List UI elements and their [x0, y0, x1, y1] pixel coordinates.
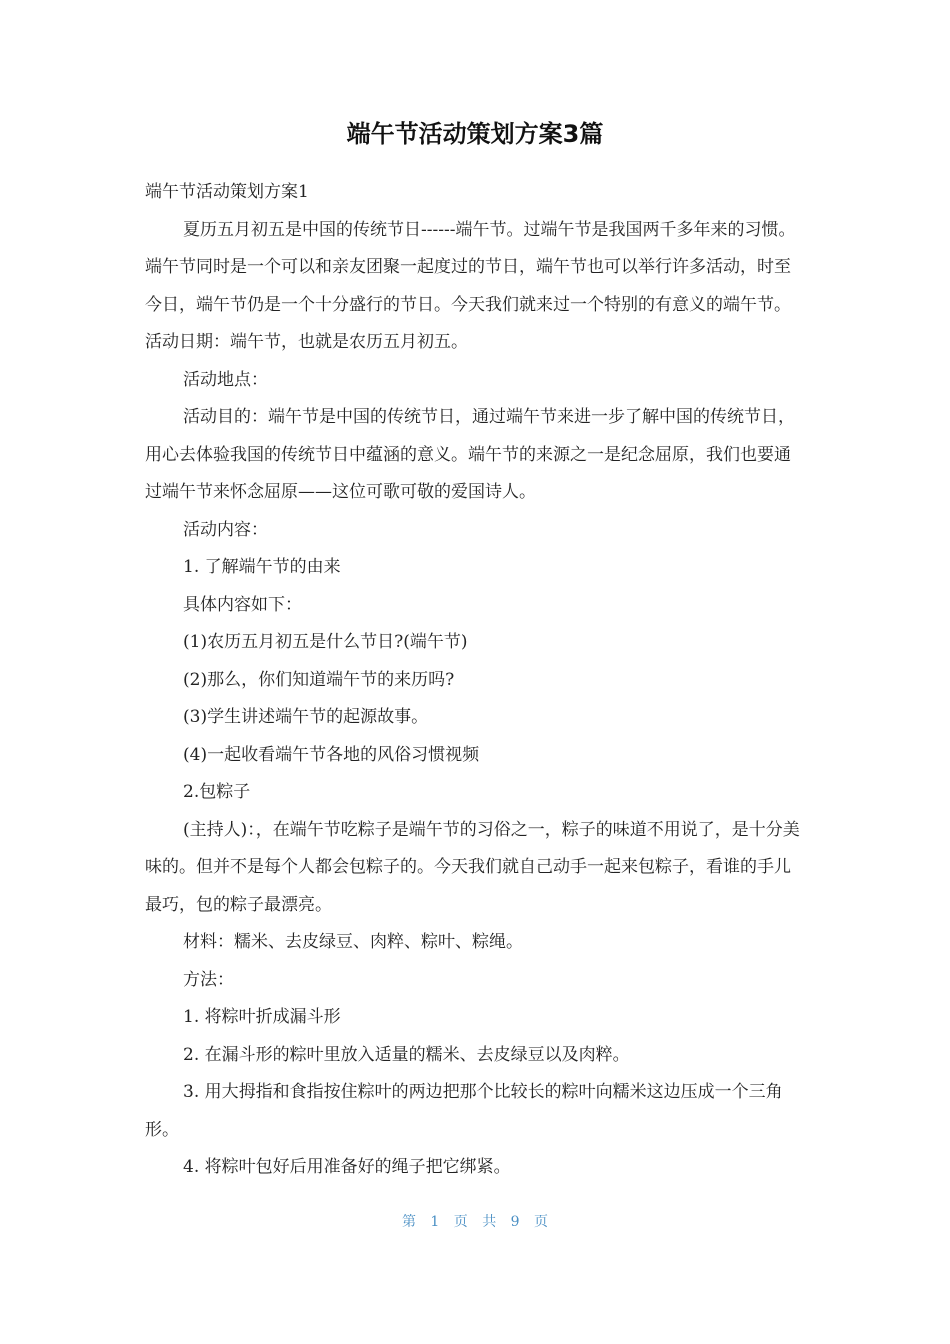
paragraph-location: 活动地点：	[183, 369, 268, 390]
list-item: 4. 将粽叶包好后用准备好的绳子把它绑紧。	[183, 1157, 511, 1177]
list-item: 2. 在漏斗形的粽叶里放入适量的糯米、去皮绿豆以及肉粹。	[183, 1044, 630, 1065]
paragraph-intro: 夏历五月初五是中国的传统节日------端午节。过端午节是我国两千多年来的习惯。端午节同时是一个可以和亲友团聚一起度过的节日，端午节也可以举行许多活动，时至今日，端午节仍是一个十分盛行的节日。今天我们就来过一个特别的有意义的端午节。 活动日期：端午节，也就是农历五月初五。	[145, 219, 796, 352]
list-item: 2.包粽子	[183, 782, 251, 802]
document-body	[145, 174, 805, 1187]
list-item: (2)那么，你们知道端午节的来历吗?	[183, 669, 455, 690]
section-heading: 端午节活动策划方案1	[145, 182, 309, 202]
paragraph-purpose: 活动目的：端午节是中国的传统节日，通过端午节来进一步了解中国的传统节日，用心去体验我国的传统节日中蕴涵的意义。端午节的来源之一是纪念屈原，我们也要通过端午节来怀念屈原——这位可歌可敬的爱国诗人。	[145, 407, 795, 502]
list-item: 1. 了解端午节的由来	[183, 557, 341, 577]
list-item: (3)学生讲述端午节的起源故事。	[183, 707, 429, 727]
list-item: 3. 用大拇指和食指按住粽叶的两边把那个比较长的粽叶向糯米这边压成一个三角形。	[145, 1082, 783, 1140]
paragraph-materials: 材料：糯米、去皮绿豆、肉粹、粽叶、粽绳。	[183, 932, 523, 952]
page-number: 第 1 页 共 9 页	[401, 1214, 549, 1230]
paragraph-method-heading: 方法：	[183, 969, 234, 990]
paragraph-host: (主持人)：，在端午节吃粽子是端午节的习俗之一，粽子的味道不用说了，是十分美味的。但并不是每个人都会包粽子的。今天我们就自己动手一起来包粽子，看谁的手儿最巧，包的粽子最漂亮。	[145, 819, 800, 915]
paragraph-content-heading: 活动内容：	[183, 519, 268, 540]
list-item: 1. 将粽叶折成漏斗形	[183, 1007, 341, 1027]
paragraph-details-heading: 具体内容如下：	[183, 594, 302, 615]
list-item: (4)一起收看端午节各地的风俗习惯视频	[183, 744, 480, 765]
document-title: 端午节活动策划方案3篇	[346, 120, 604, 148]
list-item: (1)农历五月初五是什么节日?(端午节)	[183, 632, 468, 652]
